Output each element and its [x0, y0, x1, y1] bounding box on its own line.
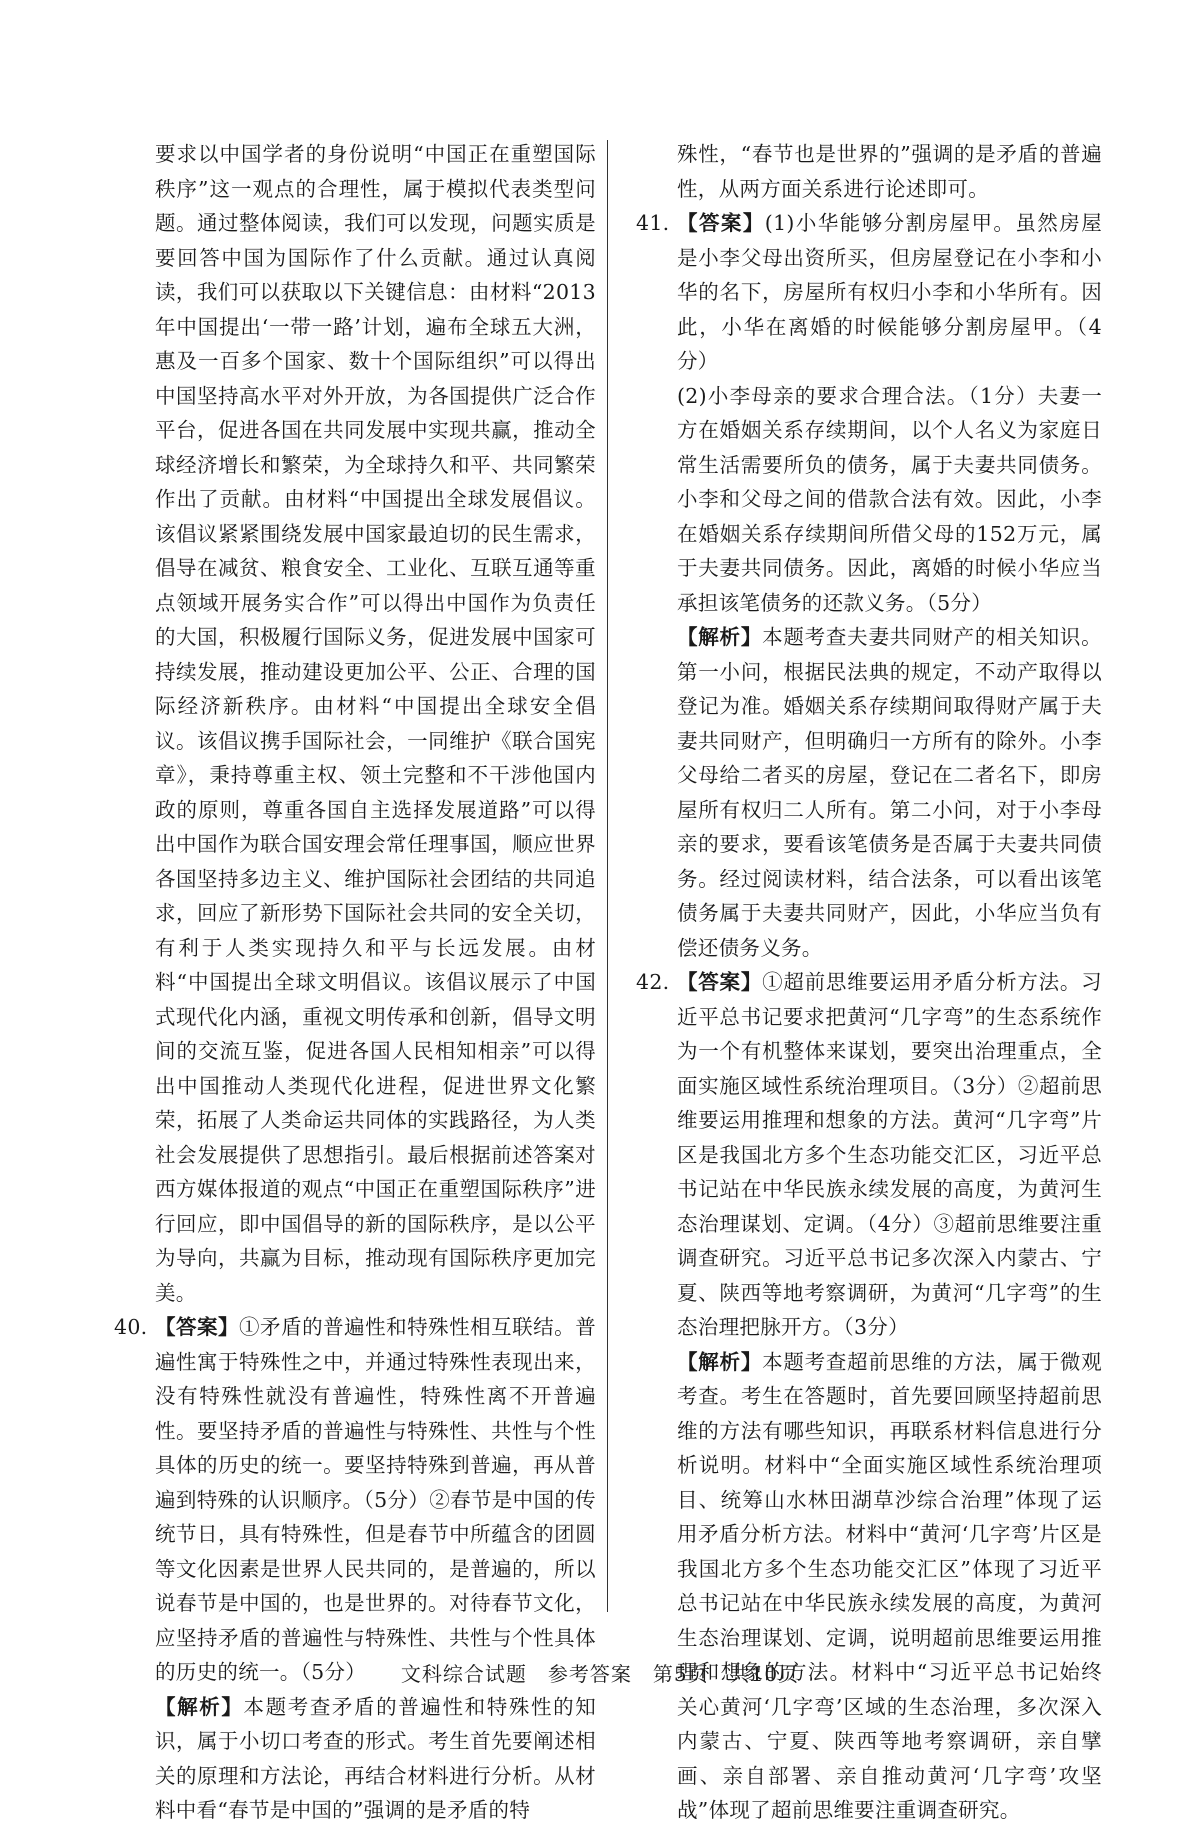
- analysis-tag: 【解析】: [677, 1349, 763, 1374]
- right-column: [636, 137, 1103, 1828]
- question-40-analysis: 本题考查矛盾的普遍性和特殊性的知识，属于小切口考查的形式。考生首先要阐述相关的原理和方法论，再结合材料进行分析。从材料中看“春节是中国的”强调的是矛盾的特: [155, 1694, 596, 1822]
- column-divider: [607, 140, 608, 1612]
- question-40-number: 40.: [114, 1315, 148, 1339]
- q40-analysis-continued: 殊性，“春节也是世界的”强调的是矛盾的普遍性，从两方面关系进行论述即可。: [677, 142, 1102, 201]
- question-40: [114, 1310, 596, 1828]
- answer-tag: 【答案】: [677, 211, 765, 235]
- question-42-number: 42.: [636, 970, 670, 994]
- answer-tag: 【答案】: [677, 970, 763, 994]
- question-40-answer: ①矛盾的普遍性和特殊性相互联结。普遍性寓于特殊性之中，并通过特殊性表现出来，没有特殊性就没有普遍性，特殊性离不开普遍性。要坚持矛盾的普遍性与特殊性、共性与个性具体的历史的统一。要坚持特殊到普遍，再从普遍到特殊的认识顺序。（5分）②春节是中国的传统节日，具有特殊性，但是春节中所蕴含的团圆等文化因素是世界人民共同的，是普遍的，所以说春节是中国的，也是世界的。对待春节文化，应坚持矛盾的普遍性与特殊性、共性与个性具体的历史的统一。（5分）: [155, 1315, 596, 1684]
- answer-tag: 【答案】: [155, 1315, 240, 1339]
- page-footer: 文科综合试题 参考答案 第5页 共10页: [400, 1662, 800, 1686]
- q39-analysis-continued: 要求以中国学者的身份说明“中国正在重塑国际秩序”这一观点的合理性，属于模拟代表类型问题。通过整体阅读，我们可以发现，问题实质是要回答中国为国际作了什么贡献。通过认真阅读，我们可以获取以下关键信息：由材料“2013年中国提出‘一带一路’计划，遍布全球五大洲，惠及一百多个国家、数十个国际组织”可以得出中国坚持高水平对外开放，为各国提供广泛合作平台，促进各国在共同发展中实现共赢，推动全球经济增长和繁荣，为全球持久和平、共同繁荣作出了贡献。由材料“中国提出全球发展倡议。该倡议紧紧围绕发展中国家最迫切的民生需求，倡导在减贫、粮食安全、工业化、互联互通等重点领域开展务实合作”可以得出中国作为负责任的大国，积极履行国际义务，促进发展中国家可持续发展，推动建设更加公平、公正、合理的国际经济新秩序。由材料“中国提出全球安全倡议。该倡议携手国际社会，一同维护《联合国宪章》，秉持尊重主权、领土完整和不干涉他国内政的原则，尊重各国自主选择发展道路”可以得出中国作为联合国安理会常任理事国，顺应世界各国坚持多边主义、维护国际社会团结的共同追求，回应了新形势下国际社会共同的安全关切，有利于人类实现持久和平与长远发展。由材料“中国提出全球文明倡议。该倡议展示了中国式现代化内涵，重视文明传承和创新，倡导文明间的交流互鉴，促进各国人民相知相亲”可以得出中国推动人类现代化进程，促进世界文化繁荣，拓展了人类命运共同体的实践路径，为人类社会发展提供了思想指引。最后根据前述答案对西方媒体报道的观点“中国正在重塑国际秩序”进行回应，即中国倡导的新的国际秩序，是以公平为导向，共赢为目标，推动现有国际秩序更加完美。: [155, 142, 596, 1305]
- left-column: [114, 137, 596, 1828]
- question-42: [636, 965, 1102, 1828]
- analysis-tag: 【解析】: [155, 1694, 244, 1719]
- question-41-number: 41.: [636, 211, 670, 235]
- question-42-answer: ①超前思维要运用矛盾分析方法。习近平总书记要求把黄河“几字弯”的生态系统作为一个有机整体来谋划，要突出治理重点，全面实施区域性系统治理项目。（3分）②超前思维要运用推理和想象的方法。黄河“几字弯”片区是我国北方多个生态功能交汇区，习近平总书记站在中华民族永续发展的高度，为黄河生态治理谋划、定调。（4分）③超前思维要注重调查研究。习近平总书记多次深入内蒙古、宁夏、陕西等地考察调研，为黄河“几字弯”的生态治理把脉开方。（3分）: [677, 970, 1102, 1339]
- question-41-analysis: 本题考查夫妻共同财产的相关知识。第一小问，根据民法典的规定，不动产取得以登记为准。婚姻关系存续期间取得财产属于夫妻共同财产，但明确归一方所有的除外。小李父母给二者买的房屋，登记在二者名下，即房屋所有权归二人所有。第二小问，对于小李母亲的要求，要看该笔债务是否属于夫妻共同债务。经过阅读材料，结合法条，可以看出该笔债务属于夫妻共同财产，因此，小华应当负有偿还债务义务。: [677, 625, 1102, 960]
- question-41-answer-1: (1)小华能够分割房屋甲。虽然房屋是小李父母出资所买，但房屋登记在小李和小华的名下，房屋所有权归小李和小华所有。因此，小华在离婚的时候能够分割房屋甲。（4分）: [677, 211, 1103, 373]
- question-41-answer-2: (2)小李母亲的要求合理合法。（1分）夫妻一方在婚姻关系存续期间，以个人名义为家庭日常生活需要所负的债务，属于夫妻共同债务。小李和父母之间的借款合法有效。因此，小李在婚姻关系存续期间所借父母的152万元，属于夫妻共同债务。因此，离婚的时候小华应当承担该笔债务的还款义务。（5分）: [677, 383, 1102, 615]
- question-41: [636, 206, 1103, 965]
- question-42-analysis: 本题考查超前思维的方法，属于微观考查。考生在答题时，首先要回顾坚持超前思维的方法有哪些知识，再联系材料信息进行分析说明。材料中“全面实施区域性系统治理项目、统筹山水林田湖草沙综合治理”体现了运用矛盾分析方法。材料中“黄河‘几字弯’片区是我国北方多个生态功能交汇区”体现了习近平总书记站在中华民族永续发展的高度，为黄河生态治理谋划、定调，说明超前思维要运用推理和想象的方法。材料中“习近平总书记始终关心黄河‘几字弯’区域的生态治理，多次深入内蒙古、宁夏、陕西等地考察调研，亲自擘画、亲自部署、亲自推动黄河‘几字弯’攻坚战”体现了超前思维要注重调查研究。: [677, 1349, 1102, 1822]
- analysis-tag: 【解析】: [677, 625, 763, 649]
